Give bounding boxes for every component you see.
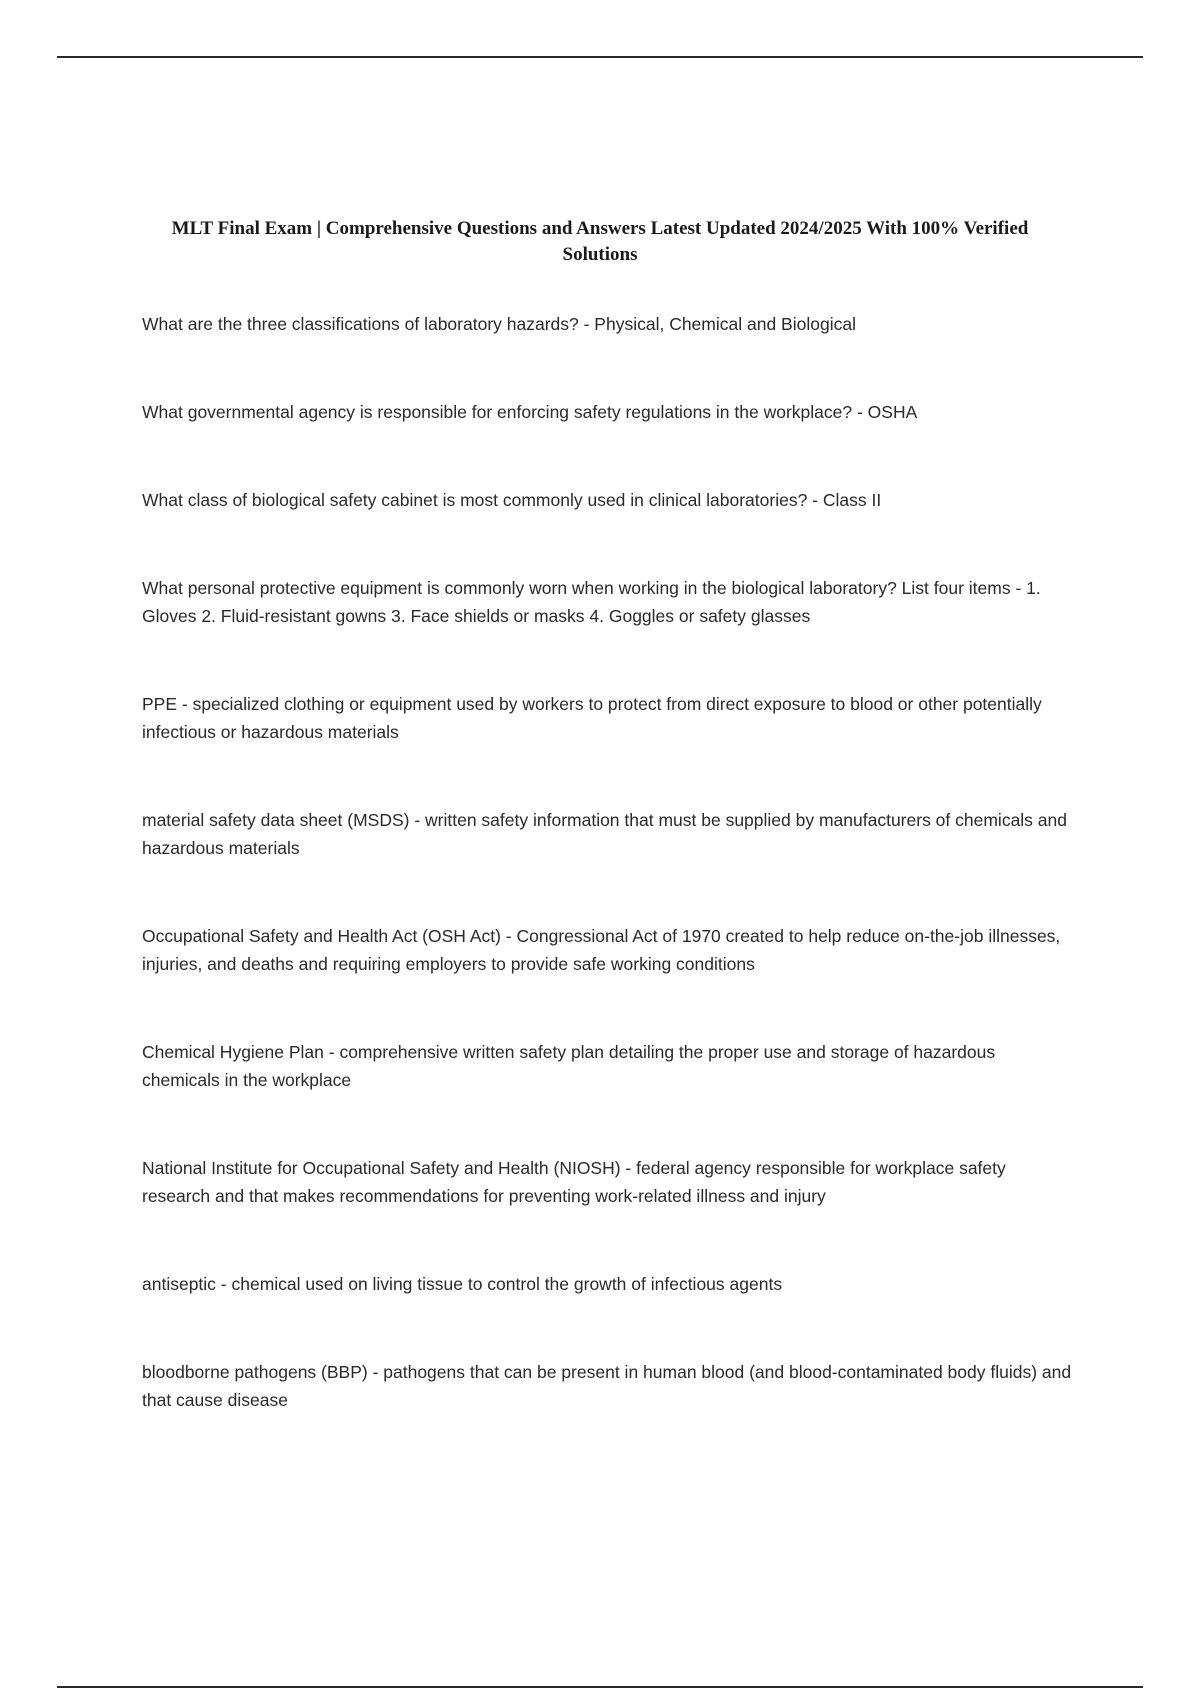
qa-list xyxy=(142,310,1072,1474)
qa-item-chemical-hygiene-plan: Chemical Hygiene Plan - comprehensive written safety plan detailing the proper use and storage of hazardous chemicals in the workplace xyxy=(142,1042,996,1090)
qa-item-antiseptic: antiseptic - chemical used on living tissue to control the growth of infectious agents xyxy=(142,1274,783,1294)
qa-item-msds: material safety data sheet (MSDS) - written safety information that must be supplied by manufacturers of chemicals and hazardous materials xyxy=(142,810,1067,858)
document-title: MLT Final Exam | Comprehensive Questions and Answers Latest Updated 2024/2025 With 100% Verified Solutions xyxy=(171,218,1029,265)
qa-item-bloodborne-pathogens: bloodborne pathogens (BBP) - pathogens that can be present in human blood (and blood-contaminated body fluids) and that cause disease xyxy=(142,1362,1072,1410)
qa-item-ppe-list: What personal protective equipment is commonly worn when working in the biological laboratory? List four items - 1. Gloves 2. Fluid-resistant gowns 3. Face shields or masks 4. Goggles or safety glasses xyxy=(142,578,1041,626)
top-rule xyxy=(57,56,1143,58)
qa-item-hazard-classes: What are the three classifications of laboratory hazards? - Physical, Chemical and Biological xyxy=(142,314,856,334)
bottom-rule xyxy=(57,1686,1143,1688)
qa-item-safety-cabinet: What class of biological safety cabinet is most commonly used in clinical laboratories? - Class II xyxy=(142,490,882,510)
qa-item-osh-act: Occupational Safety and Health Act (OSH Act) - Congressional Act of 1970 created to help reduce on-the-job illnesses, injuries, and deaths and requiring employers to provide safe working conditions xyxy=(142,926,1061,974)
qa-item-ppe-definition: PPE - specialized clothing or equipment used by workers to protect from direct exposure to blood or other potentially infectious or hazardous materials xyxy=(142,694,1042,742)
qa-item-osha: What governmental agency is responsible for enforcing safety regulations in the workplace? - OSHA xyxy=(142,402,918,422)
qa-item-niosh: National Institute for Occupational Safety and Health (NIOSH) - federal agency responsible for workplace safety research and that makes recommendations for preventing work-related illness and injury xyxy=(142,1158,1006,1206)
